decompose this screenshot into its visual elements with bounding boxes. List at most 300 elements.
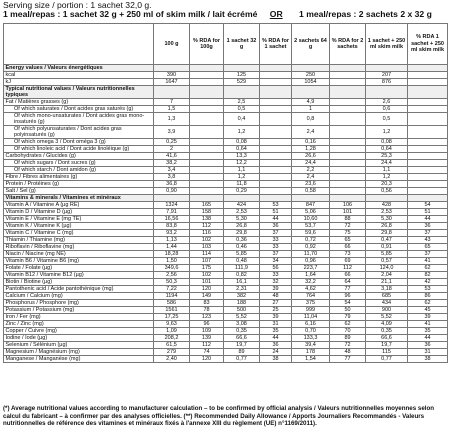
value-cell: 36 (408, 223, 448, 230)
value-cell (260, 65, 292, 72)
table-row (4, 265, 448, 272)
value-cell (330, 188, 366, 195)
value-cell (190, 99, 224, 106)
value-cell: 1,2 (224, 174, 260, 181)
header-1-sachet: 1 sachet 32 g (224, 24, 260, 65)
value-cell (190, 139, 224, 146)
value-cell: 0,72 (292, 237, 330, 244)
nutrition-table-body (4, 65, 448, 363)
value-cell: 0,91 (366, 244, 408, 251)
value-cell: 120 (190, 356, 224, 363)
value-cell: 0,5 (366, 113, 408, 126)
row-label: Folate / Folate (µg) (4, 265, 154, 272)
row-label: Biotin / Biotine (µg) (4, 279, 154, 286)
row-label: Vitamins & minerals / Vitamines et minéraux (4, 195, 154, 202)
value-cell: 5,52 (224, 314, 260, 321)
value-cell: 529 (224, 79, 260, 86)
row-label: Riboflavin / Riboflavine (mg) (4, 244, 154, 251)
value-cell (292, 65, 330, 72)
value-cell: 35 (260, 328, 292, 335)
row-label: Vitamin D / Vitamine D (µg) (4, 209, 154, 216)
value-cell: 26,6 (292, 153, 330, 160)
value-cell: 38 (408, 356, 448, 363)
value-cell: 2,56 (154, 272, 190, 279)
value-cell (408, 188, 448, 195)
row-label: Zinc / Zinc (mg) (4, 321, 154, 328)
table-row (4, 349, 448, 356)
value-cell: 223,7 (292, 265, 330, 272)
row-label: Iodine / Iode (µg) (4, 335, 154, 342)
value-cell: 876 (366, 79, 408, 86)
value-cell: 44 (260, 335, 292, 342)
value-cell: 2,6 (366, 99, 408, 106)
value-cell: 0,16 (292, 139, 330, 146)
value-cell: 37 (260, 230, 292, 237)
value-cell: 2 (154, 146, 190, 153)
value-cell: 685 (366, 293, 408, 300)
value-cell: 0,29 (224, 188, 260, 195)
value-cell: 175 (190, 265, 224, 272)
value-cell: 5,30 (224, 216, 260, 223)
value-cell: 37 (408, 230, 448, 237)
value-cell: 0,08 (366, 139, 408, 146)
value-cell: 20,3 (366, 181, 408, 188)
table-row (4, 328, 448, 335)
value-cell: 19,7 (366, 342, 408, 349)
section-header-row (4, 195, 448, 202)
value-cell: 1,2 (366, 174, 408, 181)
value-cell (190, 195, 224, 202)
row-label: Potassium / Potassium (mg) (4, 307, 154, 314)
value-cell: 3,9 (154, 126, 190, 139)
value-cell (366, 195, 408, 202)
table-row (4, 188, 448, 195)
value-cell (408, 79, 448, 86)
value-cell: 0,25 (154, 139, 190, 146)
value-cell: 115 (366, 349, 408, 356)
table-row (4, 106, 448, 113)
row-label: Niacin / Niacine (mg NE) (4, 251, 154, 258)
value-cell: 66,6 (366, 335, 408, 342)
value-cell (260, 79, 292, 86)
value-cell: 116 (190, 230, 224, 237)
value-cell: 101 (190, 279, 224, 286)
value-cell: 62 (330, 321, 366, 328)
value-cell: 0,70 (292, 328, 330, 335)
value-cell: 2,2 (292, 167, 330, 174)
value-cell: 125 (224, 72, 260, 79)
row-label: Vitamin K / Vitamine K (µg) (4, 223, 154, 230)
value-cell: 4,09 (366, 321, 408, 328)
value-cell (330, 160, 366, 167)
table-row (4, 342, 448, 349)
table-row (4, 321, 448, 328)
value-cell (260, 106, 292, 113)
value-cell: 0,96 (292, 258, 330, 265)
value-cell (190, 79, 224, 86)
row-label: Vitamin C / Vitamine C (mg) (4, 230, 154, 237)
value-cell: 112 (190, 223, 224, 230)
value-cell (190, 146, 224, 153)
value-cell (408, 106, 448, 113)
value-cell: 36 (260, 223, 292, 230)
value-cell (408, 167, 448, 174)
value-cell: 133,3 (292, 335, 330, 342)
value-cell: 0,58 (292, 188, 330, 195)
value-cell: 36,8 (154, 181, 190, 188)
value-cell (260, 167, 292, 174)
value-cell (190, 65, 224, 72)
section-header-row (4, 65, 448, 72)
value-cell: 64 (330, 279, 366, 286)
value-cell (330, 72, 366, 79)
value-cell: 382 (224, 293, 260, 300)
value-cell (190, 113, 224, 126)
value-cell: 500 (224, 307, 260, 314)
value-cell: 24,4 (292, 160, 330, 167)
value-cell (154, 65, 190, 72)
value-cell: 5,30 (366, 216, 408, 223)
value-cell: 424 (224, 202, 260, 209)
value-cell: 390 (154, 72, 190, 79)
value-cell: 1,2 (366, 126, 408, 139)
value-cell: 2,04 (366, 272, 408, 279)
value-cell: 11,04 (292, 314, 330, 321)
header-rda-1-sachet: % RDA for 1 sachet (260, 24, 292, 65)
row-label: Fibre / Fibres alimentaires (g) (4, 174, 154, 181)
row-label: Of which starch / Dont amidon (g) (4, 167, 154, 174)
value-cell: 0,36 (224, 237, 260, 244)
value-cell: 48 (330, 349, 366, 356)
value-cell: 48 (260, 293, 292, 300)
value-cell: 10,60 (292, 216, 330, 223)
table-row (4, 223, 448, 230)
value-cell: 0,92 (292, 244, 330, 251)
value-cell (330, 167, 366, 174)
value-cell: 0,35 (224, 328, 260, 335)
value-cell (190, 181, 224, 188)
value-cell: 83,8 (154, 223, 190, 230)
value-cell: 7,22 (154, 286, 190, 293)
value-cell: 41 (408, 258, 448, 265)
table-row (4, 286, 448, 293)
value-cell (260, 113, 292, 126)
footnote: (*) Average nutritional values according to manufacturer calculation – to be confirmed by official analysis / Valeurs nutritionnelles moyennes selon calcul du fabricant – à confirmer par des analyses officielles. (**) Recommended Daily Allowance / Apports Journaliers Recommandés - Valeurs nutritionnelles de référence des vitamines et minéraux fixés à l'annexe XIII du règlement (UE) n°1169/2011). (3, 405, 435, 427)
value-cell: 1561 (154, 307, 190, 314)
meal-option-two-sachets: 1 meal/repas : 2 sachets 2 x 32 g (299, 9, 432, 19)
value-cell: 41 (408, 321, 448, 328)
table-row (4, 139, 448, 146)
header-2-sachets: 2 sachets 64 g (292, 24, 330, 65)
value-cell: 764 (292, 293, 330, 300)
value-cell: 0,47 (366, 237, 408, 244)
value-cell: 188 (224, 300, 260, 307)
value-cell: 1,50 (154, 258, 190, 265)
value-cell: 23,6 (292, 181, 330, 188)
value-cell: 3,4 (154, 167, 190, 174)
value-cell: 428 (366, 202, 408, 209)
row-label: Of which linoleic acid / Dont acide linoléique (g) (4, 146, 154, 153)
value-cell: 9,63 (154, 321, 190, 328)
value-cell: 25,3 (366, 153, 408, 160)
value-cell: 11,70 (292, 251, 330, 258)
value-cell: 2,53 (224, 209, 260, 216)
value-cell: 74 (190, 349, 224, 356)
value-cell: 39,4 (292, 342, 330, 349)
value-cell (330, 174, 366, 181)
value-cell: 149 (190, 293, 224, 300)
value-cell: 83 (190, 300, 224, 307)
value-cell: 29,8 (224, 230, 260, 237)
value-cell: 65 (330, 237, 366, 244)
value-cell: 1,09 (154, 328, 190, 335)
value-cell: 54 (408, 202, 448, 209)
value-cell: 16,56 (154, 216, 190, 223)
value-cell: 66 (330, 244, 366, 251)
value-cell: 124,0 (366, 265, 408, 272)
value-cell: 88 (330, 216, 366, 223)
value-cell (260, 146, 292, 153)
value-cell: 35 (408, 328, 448, 335)
row-label: Iron / Fer (mg) (4, 314, 154, 321)
table-row (4, 230, 448, 237)
table-row (4, 153, 448, 160)
value-cell: 138 (190, 216, 224, 223)
value-cell: 0,48 (224, 258, 260, 265)
value-cell: 0,90 (154, 188, 190, 195)
value-cell: 120 (190, 286, 224, 293)
value-cell: 1,3 (154, 113, 190, 126)
value-cell: 77 (330, 286, 366, 293)
value-cell: 106 (330, 202, 366, 209)
value-cell: 900 (366, 307, 408, 314)
value-cell: 77 (330, 356, 366, 363)
value-cell (260, 126, 292, 139)
value-cell (190, 126, 224, 139)
value-cell (292, 195, 330, 202)
row-label: Calcium / Calcium (mg) (4, 293, 154, 300)
value-cell: 37 (260, 251, 292, 258)
value-cell (224, 65, 260, 72)
row-label: Phosphorus / Phosphore (mg) (4, 300, 154, 307)
value-cell: 101 (330, 209, 366, 216)
value-cell: 2,53 (366, 209, 408, 216)
header-sachet-milk: 1 sachet + 250 ml skim milk (366, 24, 408, 65)
value-cell: 62 (408, 300, 448, 307)
value-cell: 1,1 (224, 167, 260, 174)
value-cell (260, 139, 292, 146)
value-cell: 50,3 (154, 279, 190, 286)
value-cell (260, 99, 292, 106)
value-cell: 0,82 (224, 272, 260, 279)
table-row (4, 160, 448, 167)
value-cell: 111,9 (224, 265, 260, 272)
value-cell (408, 153, 448, 160)
value-cell: 62 (408, 265, 448, 272)
value-cell: 102 (190, 272, 224, 279)
table-row (4, 237, 448, 244)
header-100g: 100 g (154, 24, 190, 65)
value-cell: 50 (330, 307, 366, 314)
value-cell (190, 167, 224, 174)
row-label: Vitamin E / Vitamine E (mg TE) (4, 216, 154, 223)
value-cell: 349,6 (154, 265, 190, 272)
value-cell: 434 (366, 300, 408, 307)
value-cell: 165 (190, 202, 224, 209)
value-cell: 31 (260, 321, 292, 328)
value-cell: 70 (330, 328, 366, 335)
value-cell (366, 65, 408, 72)
value-cell (260, 160, 292, 167)
row-label: Salt / Sel (g) (4, 188, 154, 195)
section-header-row (4, 86, 448, 99)
value-cell (260, 86, 292, 99)
value-cell: 0,77 (366, 356, 408, 363)
value-cell: 61,5 (154, 342, 190, 349)
value-cell: 5,06 (292, 209, 330, 216)
value-cell: 43 (408, 237, 448, 244)
value-cell: 1,1 (366, 167, 408, 174)
value-cell: 6,16 (292, 321, 330, 328)
value-cell: 33 (260, 244, 292, 251)
value-cell: 32,2 (292, 279, 330, 286)
table-row (4, 307, 448, 314)
value-cell: 39 (260, 314, 292, 321)
value-cell: 36 (408, 342, 448, 349)
value-cell: 2,4 (292, 174, 330, 181)
value-cell: 33 (260, 237, 292, 244)
value-cell: 78 (190, 307, 224, 314)
value-cell (408, 139, 448, 146)
value-cell: 102 (190, 237, 224, 244)
value-cell (330, 65, 366, 72)
value-cell: 4,9 (292, 99, 330, 106)
value-cell: 73 (330, 251, 366, 258)
value-cell: 250 (292, 72, 330, 79)
value-cell: 0,8 (292, 113, 330, 126)
value-cell: 1,5 (154, 106, 190, 113)
value-cell: 38 (260, 356, 292, 363)
value-cell: 86 (408, 293, 448, 300)
table-row (4, 113, 448, 126)
value-cell: 41,6 (154, 153, 190, 160)
value-cell: 103 (190, 244, 224, 251)
header-rda-sachet-milk: % RDA 1 sachet + 250 ml skim milk (408, 24, 448, 65)
value-cell: 96 (190, 321, 224, 328)
row-label: Selenium / Sélénium (µg) (4, 342, 154, 349)
value-cell (330, 79, 366, 86)
row-label: Of which mono-unsaturates / Dont acides gras mono-insaturés (g) (4, 113, 154, 126)
row-label: Energy values / Valeurs énergétiques (4, 65, 154, 72)
value-cell: 17,25 (154, 314, 190, 321)
table-row (4, 272, 448, 279)
table-row (4, 314, 448, 321)
value-cell: 36 (260, 342, 292, 349)
value-cell: 44 (260, 216, 292, 223)
row-label: Thiamin / Thiamine (mg) (4, 237, 154, 244)
value-cell: 0,56 (366, 188, 408, 195)
header-rda-2-sachets: % RDA for 2 sachets (330, 24, 366, 65)
value-cell: 5,52 (366, 314, 408, 321)
value-cell (260, 195, 292, 202)
row-label: Pantothenic acid / Acide pantothénique (mg) (4, 286, 154, 293)
value-cell: 586 (154, 300, 190, 307)
value-cell: 1647 (154, 79, 190, 86)
value-cell: 1,13 (154, 237, 190, 244)
value-cell (190, 153, 224, 160)
value-cell: 279 (154, 349, 190, 356)
value-cell: 1194 (154, 293, 190, 300)
value-cell: 0,46 (224, 244, 260, 251)
table-row (4, 279, 448, 286)
value-cell: 0,57 (366, 258, 408, 265)
value-cell: 33 (260, 272, 292, 279)
value-cell: 112 (190, 342, 224, 349)
value-cell: 65 (408, 244, 448, 251)
value-cell: 39 (408, 314, 448, 321)
table-row (4, 356, 448, 363)
meal-option-skim-milk: 1 meal/repas : 1 sachet 32 g + 250 ml of skim milk / lait écrémé (3, 9, 258, 19)
value-cell: 44 (408, 335, 448, 342)
value-cell (408, 174, 448, 181)
table-row (4, 293, 448, 300)
value-cell: 0,64 (366, 146, 408, 153)
table-row (4, 251, 448, 258)
value-cell (224, 195, 260, 202)
value-cell (330, 195, 366, 202)
table-row (4, 216, 448, 223)
serving-size: Serving size / portion : 1 sachet 32,0 g. (3, 0, 152, 10)
value-cell: 2,4 (292, 126, 330, 139)
value-cell: 1,54 (292, 356, 330, 363)
value-cell: 0,6 (366, 106, 408, 113)
value-cell: 0,64 (224, 146, 260, 153)
row-label: Carbohydrates / Glucides (g) (4, 153, 154, 160)
value-cell (224, 86, 260, 99)
value-cell: 72 (330, 342, 366, 349)
value-cell: 51 (260, 209, 292, 216)
value-cell (154, 86, 190, 99)
value-cell: 3,08 (224, 321, 260, 328)
value-cell (154, 195, 190, 202)
value-cell (330, 86, 366, 99)
value-cell: 112 (330, 265, 366, 272)
table-row (4, 174, 448, 181)
value-cell: 375 (292, 300, 330, 307)
value-cell: 1,2 (224, 126, 260, 139)
row-label: Typical nutritional values / Valeurs nutritionnelles typiques (4, 86, 154, 99)
value-cell (408, 113, 448, 126)
value-cell: 24,4 (366, 160, 408, 167)
value-cell: 56 (260, 265, 292, 272)
value-cell: 107 (190, 258, 224, 265)
table-row (4, 72, 448, 79)
value-cell: 0,4 (224, 113, 260, 126)
header-rda-100g: % RDA for 100g (190, 24, 224, 65)
value-cell (330, 181, 366, 188)
value-cell: 2,31 (224, 286, 260, 293)
value-cell: 12,2 (224, 160, 260, 167)
value-cell (408, 195, 448, 202)
value-cell: 178 (292, 349, 330, 356)
value-cell: 1 (292, 106, 330, 113)
value-cell: 59,6 (292, 230, 330, 237)
value-cell: 37 (408, 251, 448, 258)
value-cell: 32 (260, 279, 292, 286)
value-cell: 114 (190, 251, 224, 258)
value-cell (260, 153, 292, 160)
value-cell (408, 126, 448, 139)
